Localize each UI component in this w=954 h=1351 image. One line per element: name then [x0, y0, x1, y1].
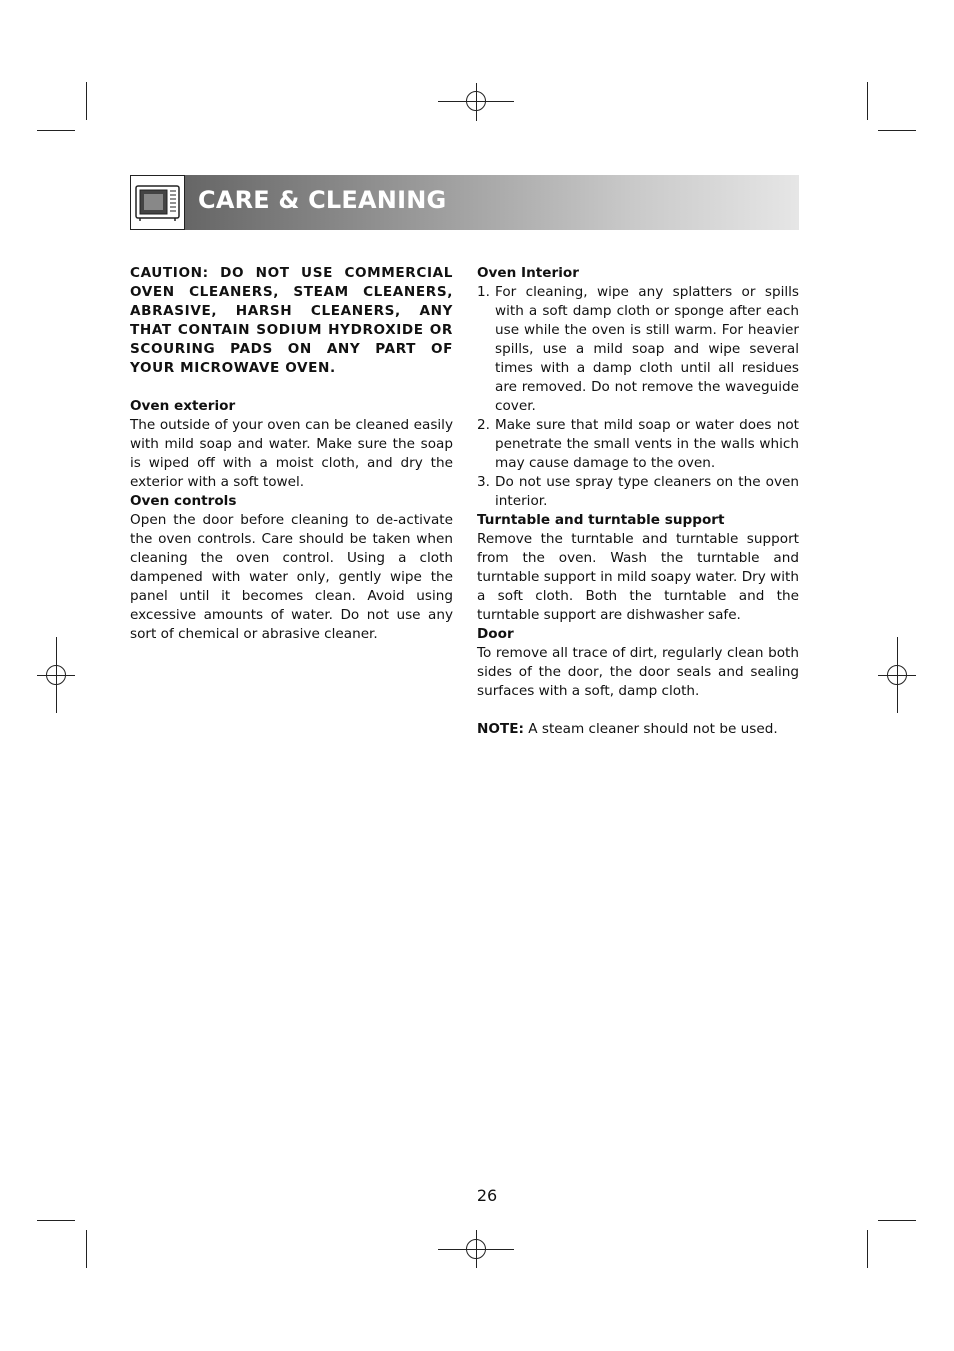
- crop-mark: [37, 130, 75, 131]
- list-item-text: Do not use spray type cleaners on the oven interior.: [495, 474, 799, 509]
- microwave-icon: [130, 175, 185, 230]
- crop-mark: [86, 82, 87, 120]
- oven-exterior-text: The outside of your oven can be cleaned easily with mild soap and water. Make sure the soap is wiped off with a moist cloth, and dry the exterior with a soft towel.: [130, 417, 453, 490]
- turntable-text: Remove the turntable and turntable support from the oven. Wash the turntable and turntable support in mild soapy water. Dry with a soft cloth. Both the turntable and the turntable support are dishwasher safe.: [477, 531, 799, 623]
- caution-text: CAUTION: DO NOT USE COMMERCIAL OVEN CLEANERS, STEAM CLEANERS, ABRASIVE, HARSH CLEANERS, ANY THAT CONTAIN SODIUM HYDROXIDE OR SCOURING PADS ON ANY PART OF YOUR MICROWAVE OVEN.: [130, 265, 453, 376]
- note-label: NOTE:: [477, 721, 524, 737]
- registration-mark-icon: [887, 665, 907, 685]
- list-item: [477, 473, 799, 511]
- list-item-number: 2.: [477, 417, 490, 433]
- registration-mark-icon: [466, 91, 486, 111]
- oven-interior-list: [477, 283, 799, 511]
- note: [477, 720, 799, 739]
- oven-controls-text: Open the door before cleaning to de-activate the oven controls. Care should be taken when cleaning the oven control. Using a cloth dampened with water only, gently wipe the panel until it becomes clean. Avoid using excessive amounts of water. Do not use any sort of chemical or abrasive cleaner.: [130, 512, 453, 642]
- page-title: CARE & CLEANING: [198, 186, 447, 214]
- list-item: [477, 283, 799, 416]
- turntable-heading: Turntable and turntable support: [477, 512, 725, 528]
- section-header: [130, 175, 799, 230]
- crop-mark: [867, 1230, 868, 1268]
- crop-mark: [878, 1220, 916, 1221]
- door-text: To remove all trace of dirt, regularly clean both sides of the door, the door seals and sealing surfaces with a soft, damp cloth.: [477, 645, 799, 699]
- crop-mark: [867, 82, 868, 120]
- oven-exterior-heading: Oven exterior: [130, 398, 236, 414]
- crop-mark: [86, 1230, 87, 1268]
- registration-mark-icon: [466, 1239, 486, 1259]
- oven-interior-heading: Oven Interior: [477, 265, 579, 281]
- registration-mark-icon: [46, 665, 66, 685]
- left-column: [130, 264, 453, 644]
- list-item: [477, 416, 799, 473]
- list-item-number: 1.: [477, 284, 490, 300]
- crop-mark: [37, 1220, 75, 1221]
- oven-controls-heading: Oven controls: [130, 493, 237, 509]
- list-item-text: Make sure that mild soap or water does not penetrate the small vents in the walls which may cause damage to the oven.: [495, 417, 799, 471]
- crop-mark: [878, 130, 916, 131]
- spacer: [477, 701, 799, 720]
- list-item-number: 3.: [477, 474, 490, 490]
- note-text: A steam cleaner should not be used.: [523, 721, 778, 737]
- list-item-text: For cleaning, wipe any splatters or spills with a soft damp cloth or sponge after each use while the oven is still warm. For heavier spills, use a mild soap and wipe several times with a damp cloth until all residues are removed. Do not remove the waveguide cover.: [495, 284, 799, 414]
- page-number: 26: [476, 1186, 498, 1205]
- right-column: [477, 264, 799, 739]
- door-heading: Door: [477, 626, 514, 642]
